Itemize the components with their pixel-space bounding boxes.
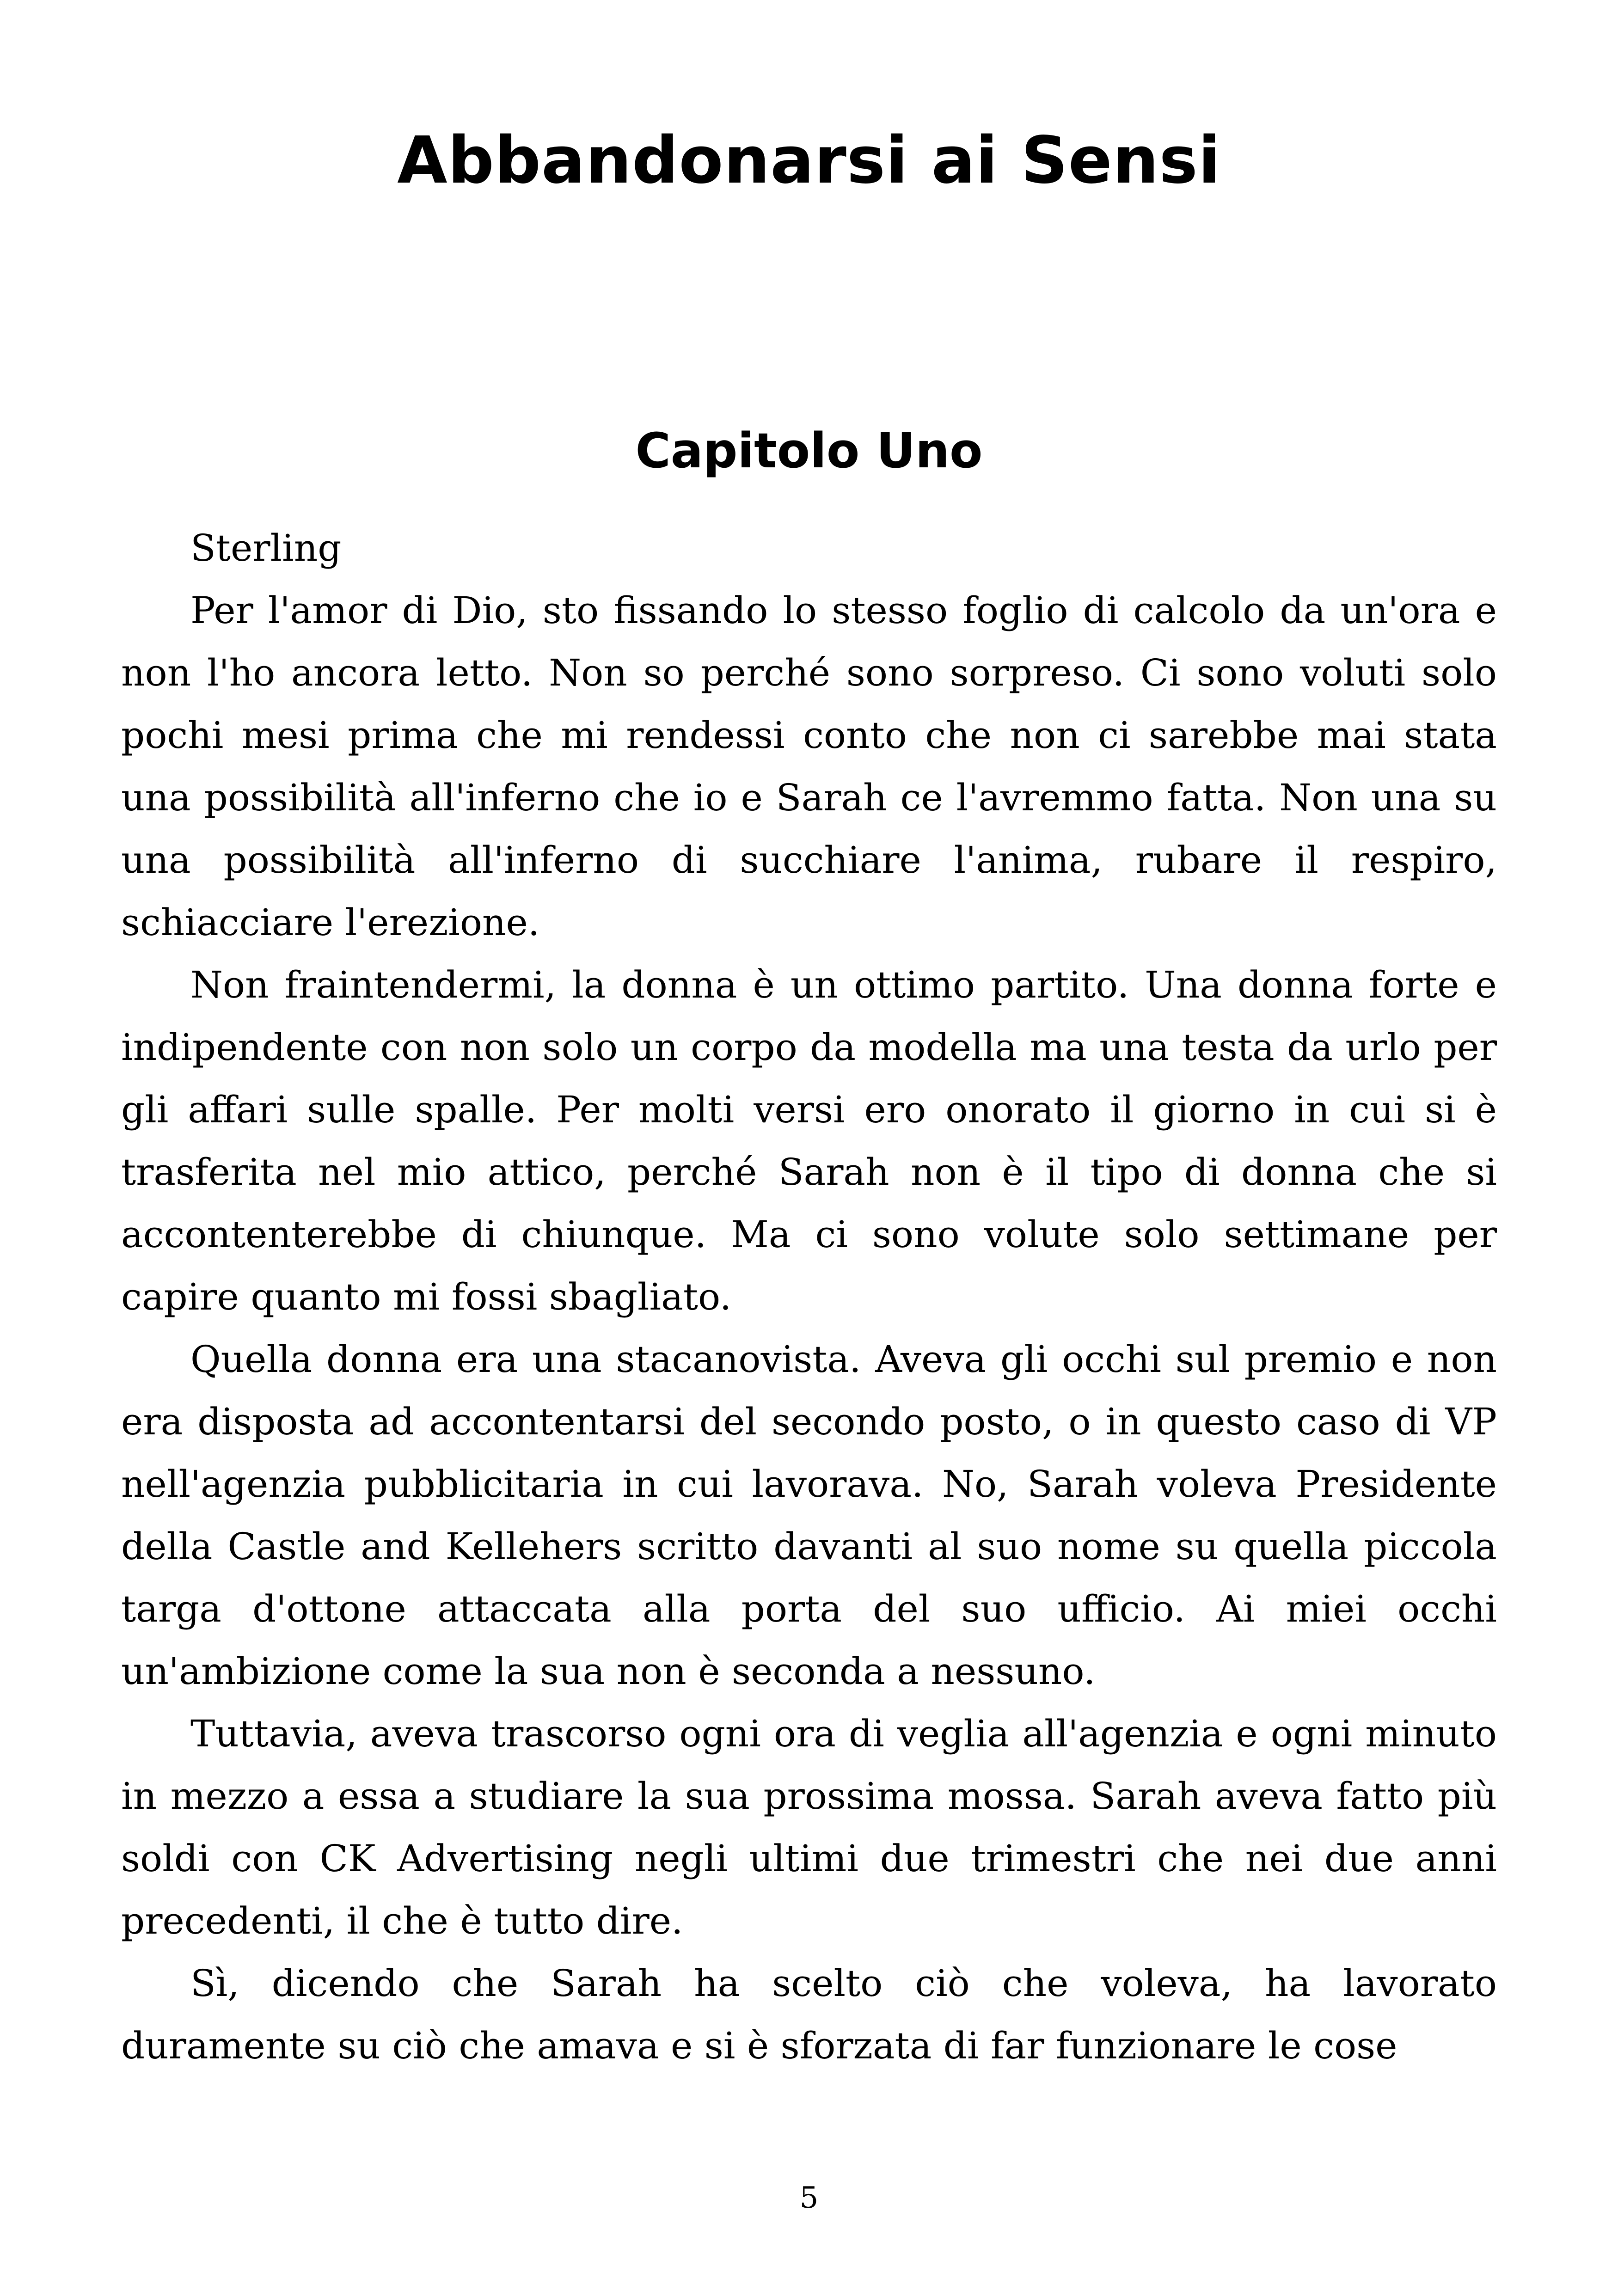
paragraph: Quella donna era una stacanovista. Aveva gli occhi sul premio e non era disposta ad accontentarsi del secondo posto, o in questo caso di VP nell'agenzia pubblicitaria in cui lavorava. No, Sarah voleva Presidente della Castle and Kellehers scritto davanti al suo nome su quella piccola targa d'ottone attaccata alla porta del suo ufficio. Ai miei occhi un'ambizione come la sua non è seconda a nessuno. <box>121 1338 1497 1693</box>
page-number: 5 <box>799 2181 819 2215</box>
paragraph: Tuttavia, aveva trascorso ogni ora di veglia all'agenzia e ogni minuto in mezzo a essa a studiare la sua prossima mossa. Sarah aveva fatto più soldi con CK Advertising negli ultimi due trimestri che nei due anni precedenti, il che è tutto dire. <box>121 1712 1497 1942</box>
chapter-body <box>121 517 1497 2077</box>
paragraph: Sterling <box>190 527 342 569</box>
paragraph: Non fraintendermi, la donna è un ottimo partito. Una donna forte e indipendente con non solo un corpo da modella ma una testa da urlo per gli affari sulle spalle. Per molti versi ero onorato il giorno in cui si è trasferita nel mio attico, perché Sarah non è il tipo di donna che si accontenterebbe di chiunque. Ma ci sono volute solo settimane per capire quanto mi fossi sbagliato. <box>121 963 1497 1318</box>
paragraph: Sì, dicendo che Sarah ha scelto ciò che voleva, ha lavorato duramente su ciò che amava e si è sforzata di far funzionare le cose <box>121 1962 1497 2067</box>
chapter-title: Capitolo Uno <box>635 422 983 479</box>
book-title: Abbandonarsi ai Sensi <box>397 123 1221 198</box>
paragraph: Per l'amor di Dio, sto fissando lo stesso foglio di calcolo da un'ora e non l'ho ancora letto. Non so perché sono sorpreso. Ci sono voluti solo pochi mesi prima che mi rendessi conto che non ci sarebbe mai stata una possibilità all'inferno che io e Sarah ce l'avremmo fatta. Non una su una possibilità all'inferno di succhiare l'anima, rubare il respiro, schiacciare l'erezione. <box>121 589 1497 944</box>
